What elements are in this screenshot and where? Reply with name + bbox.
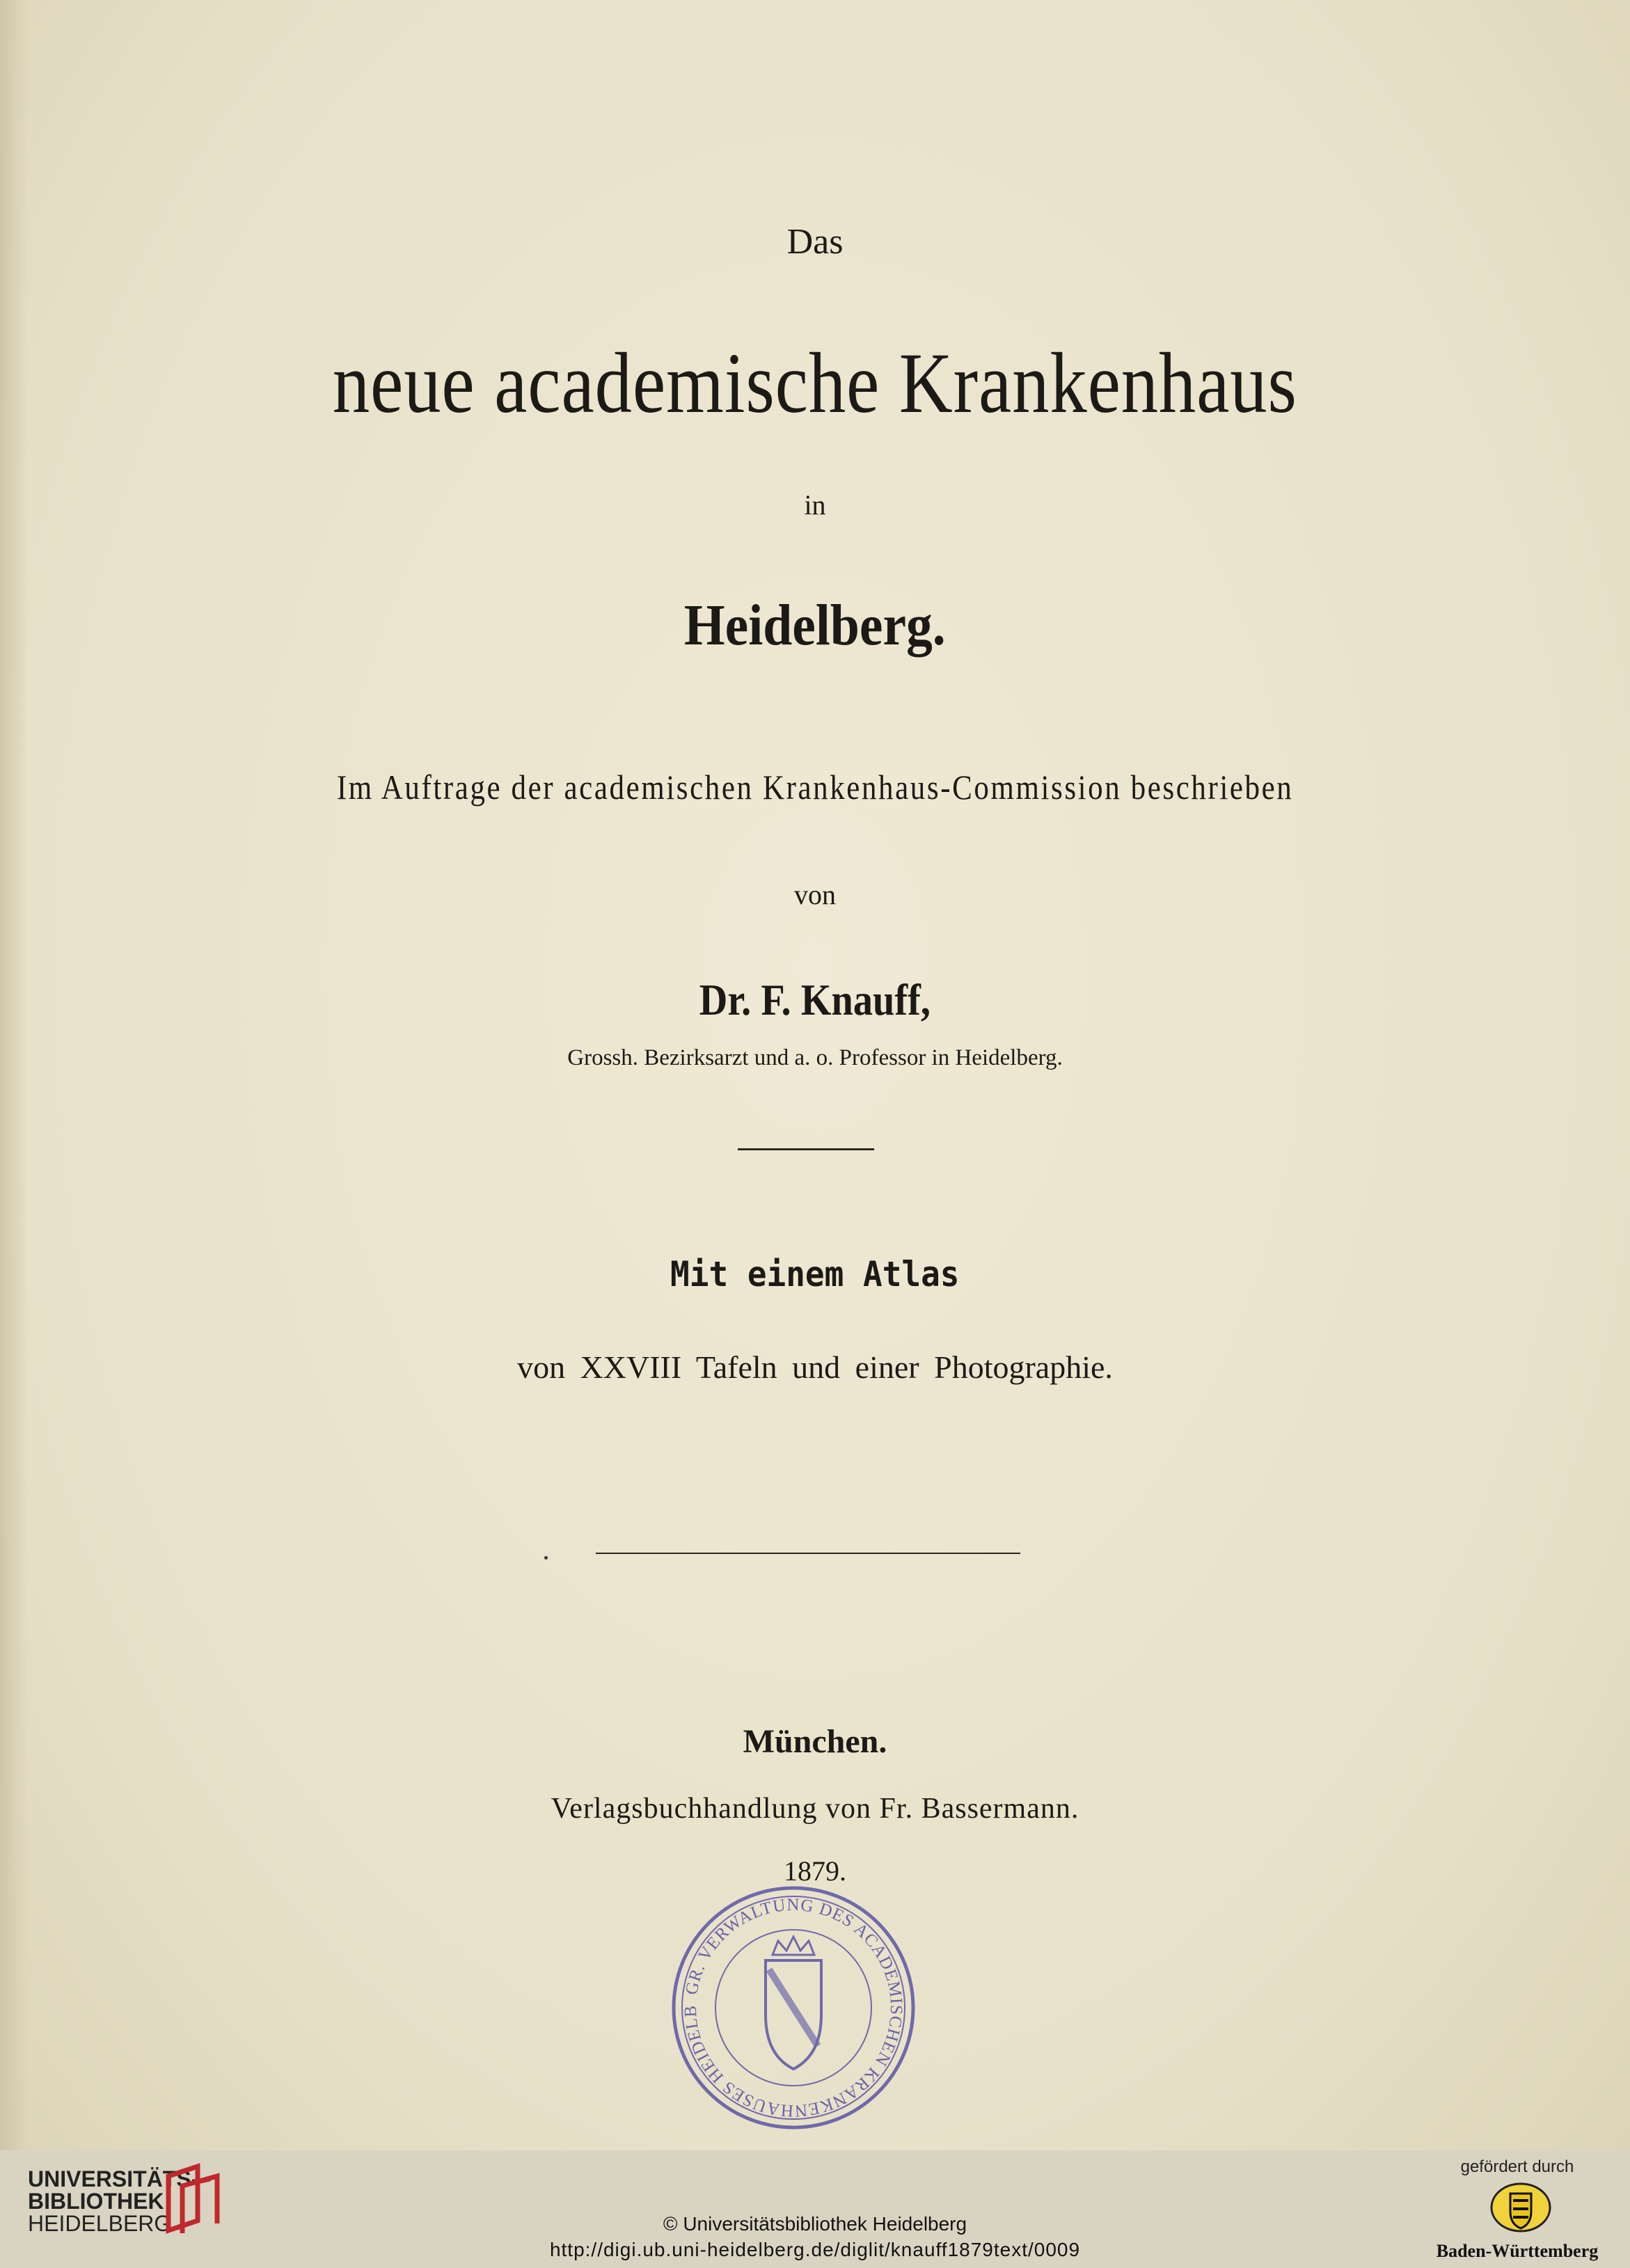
line-in: in <box>804 489 826 521</box>
author-name: Dr. F. Knauff, <box>699 975 931 1024</box>
city: München. <box>743 1723 887 1760</box>
year: 1879. <box>784 1855 846 1887</box>
stamp-text: GR. VERWALTUNG DES ACADEMISCHEN KRANKENHAUSES HEIDELB <box>681 1895 906 2120</box>
divider-long <box>596 1553 1020 1554</box>
publisher: Verlagsbuchhandlung von Fr. Bassermann. <box>551 1793 1079 1825</box>
line-von: von <box>794 879 836 910</box>
atlas-detail: von XXVIII Tafeln und einer Photographie. <box>517 1349 1113 1385</box>
copyright-notice: © Universitätsbibliothek Heidelberg <box>663 2213 967 2235</box>
commission-line: Im Auftrage der academischen Krankenhaus-Commission beschrieben <box>336 768 1294 807</box>
line-das: Das <box>786 222 844 262</box>
main-title: neue academische Krankenhaus <box>332 335 1298 431</box>
divider-short <box>738 1148 874 1150</box>
library-name-line1: UNIVERSITÄTS- <box>28 2166 199 2191</box>
place-heading: Heidelberg. <box>684 593 946 658</box>
funder-name: Baden-Württemberg <box>1436 2241 1599 2261</box>
library-name-line2: BIBLIOTHEK <box>28 2189 164 2214</box>
permalink[interactable]: http://digi.ub.uni-heidelberg.de/diglit/knauff1879text/0009 <box>549 2239 1081 2260</box>
author-role: Grossh. Bezirksarzt und a. o. Professor in Heidelberg. <box>567 1045 1063 1070</box>
atlas-heading: Mit einem Atlas <box>670 1254 960 1294</box>
funded-label: gefördert durch <box>1460 2157 1574 2176</box>
library-name-line3: HEIDELBERG <box>28 2211 172 2236</box>
baden-wuerttemberg-emblem-icon[interactable] <box>1489 2178 1552 2234</box>
speck <box>544 1556 548 1560</box>
library-stamp <box>668 1882 919 2133</box>
page-gutter-shadow <box>0 0 28 2150</box>
